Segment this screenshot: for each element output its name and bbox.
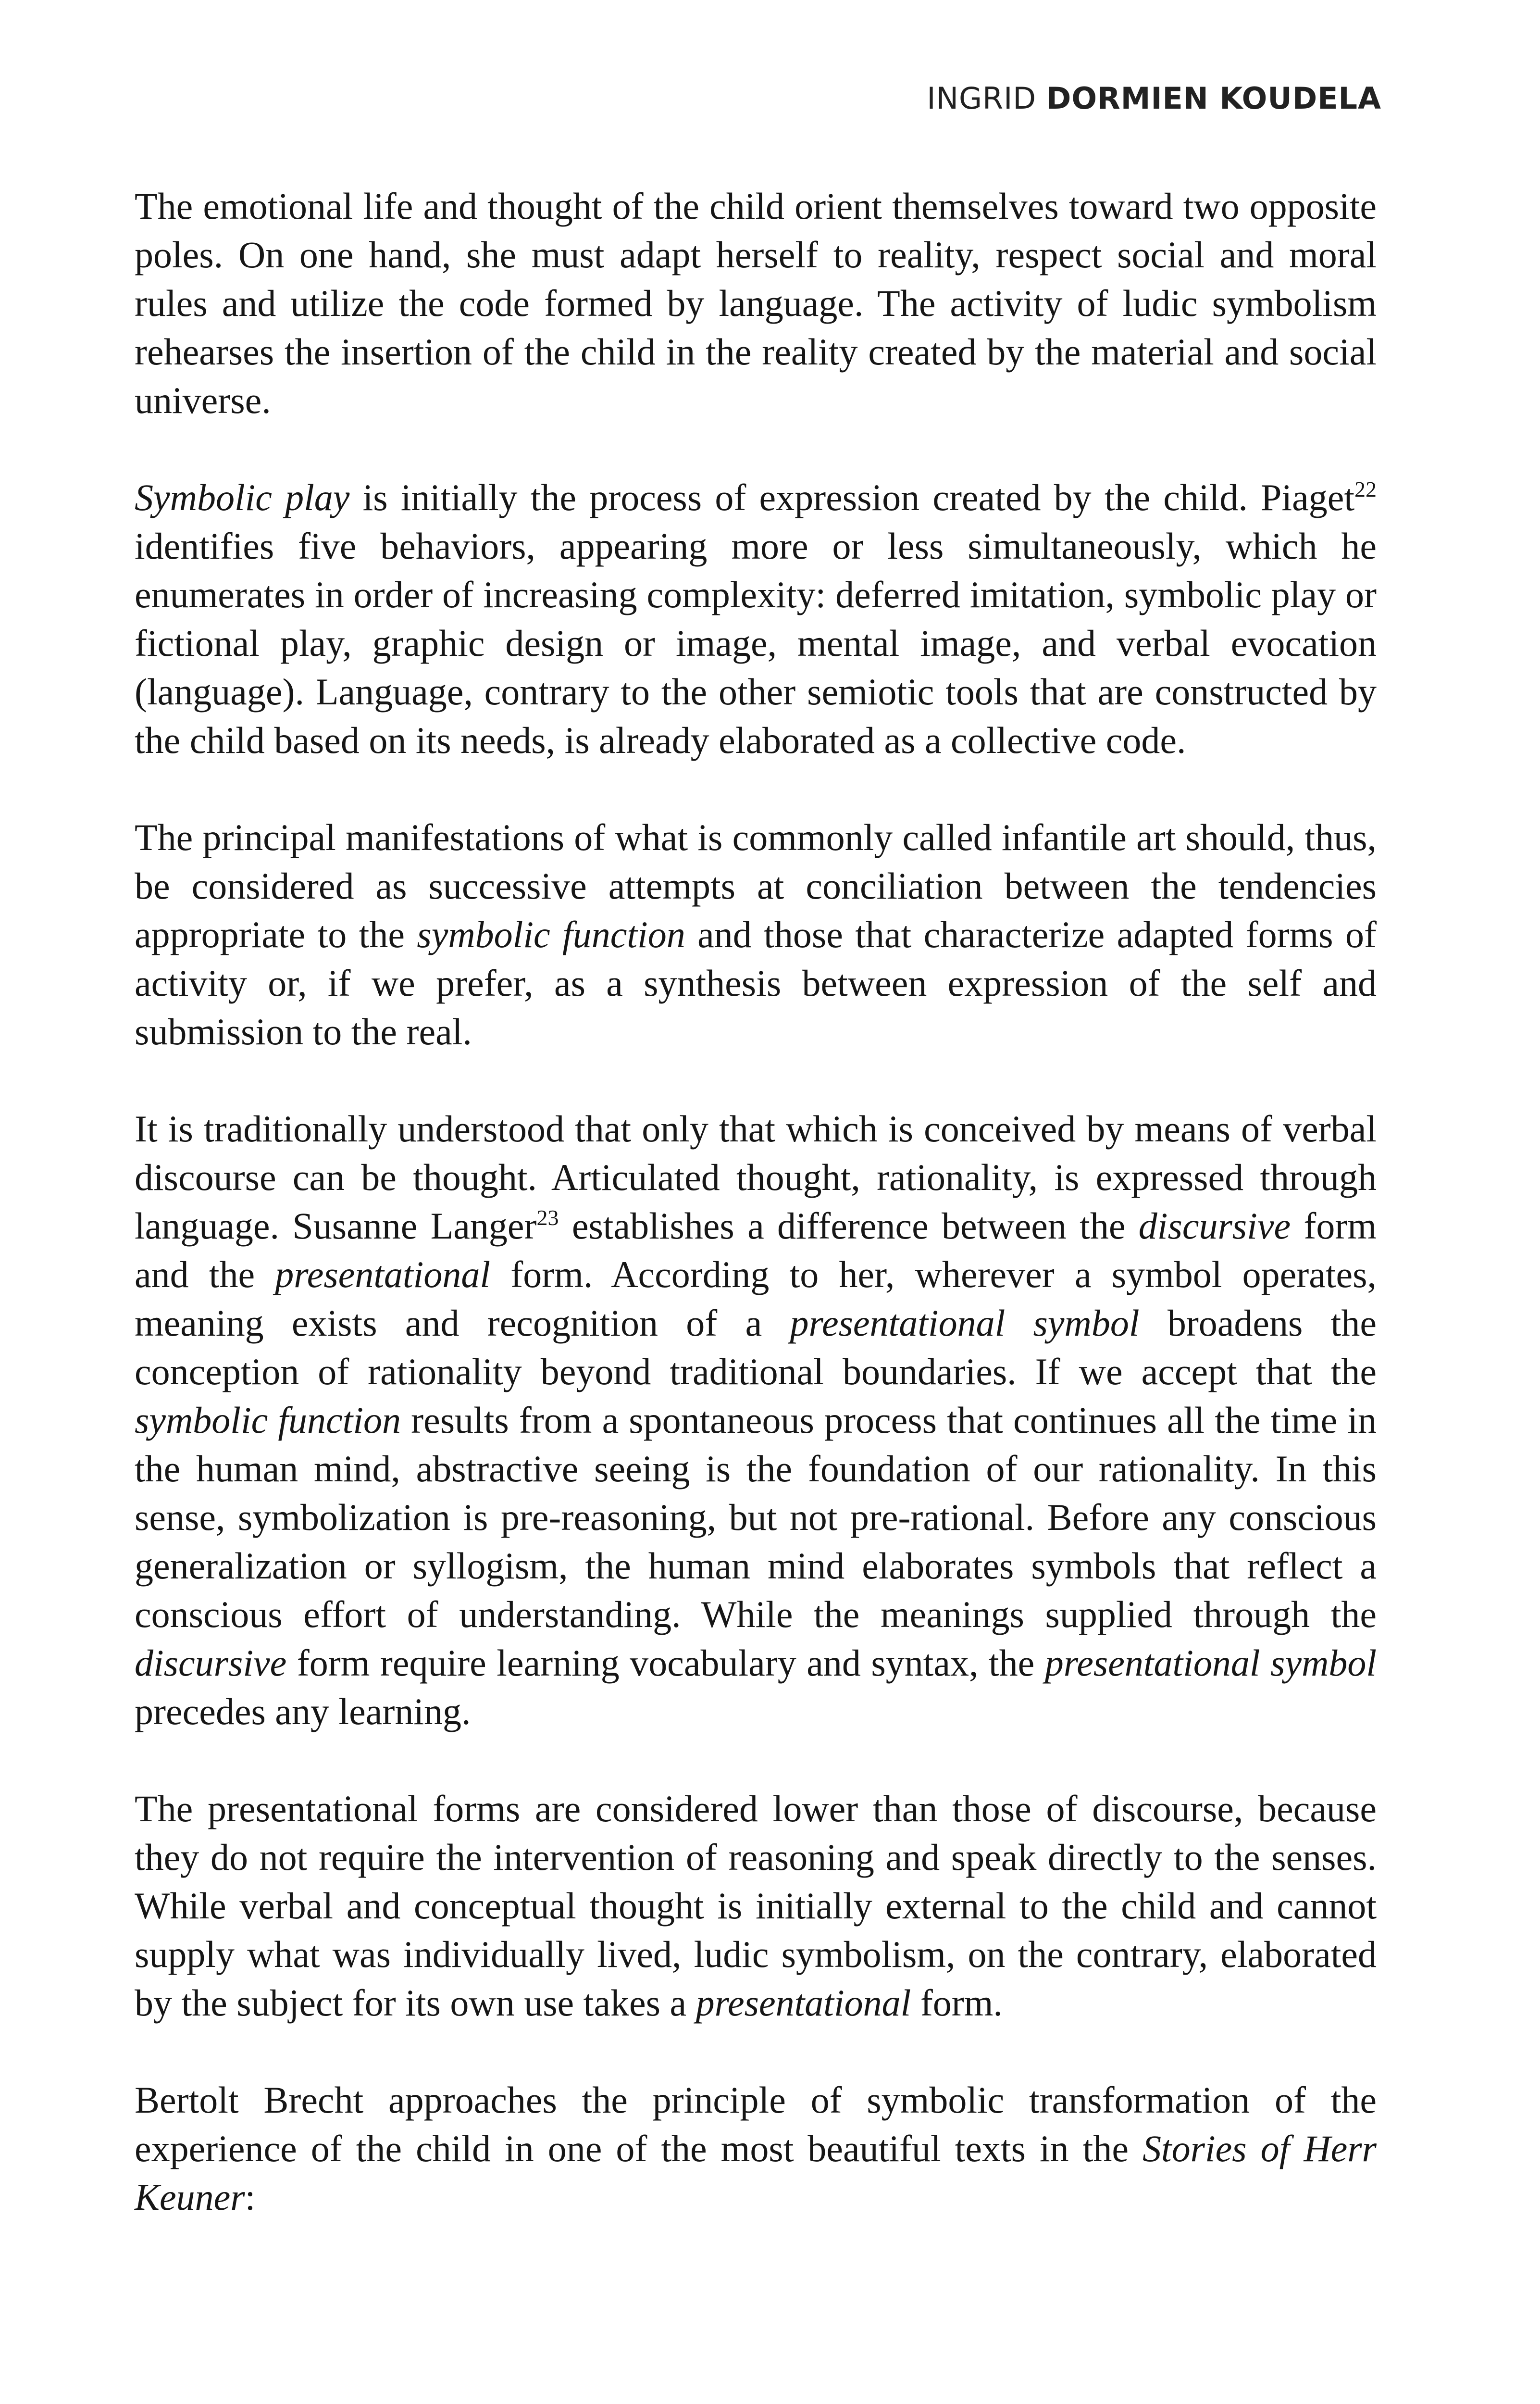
text-run: identifies five behaviors, appearing more or less simultaneously, which he enumerates in order of increasing complexity: deferred imitation, symbolic play or fictional play, graphic design or image, mental image, and verbal evocation (language). Language, contrary to the other semiotic tools that are constructed by the child based on its needs, is already elaborated as a collective code. [135,525,1377,761]
footnote-ref-22[interactable]: 22 [1354,477,1377,501]
paragraph-6 [135,2076,1377,2221]
emphasis: discursive [135,1642,287,1684]
emphasis: presentational [275,1253,491,1295]
text-run: is initially the process of expression created by the child. Piaget [349,476,1355,518]
emphasis: presentational symbol [1044,1642,1377,1684]
emphasis: discursive [1138,1205,1291,1247]
text-run: Bertolt Brecht approaches the principle of symbolic transformation of the experience of the child in one of the most beautiful texts in the [135,2079,1377,2169]
text-run: : [245,2176,256,2218]
body-text [135,182,1377,2221]
text-run: establishes a difference between the [559,1205,1139,1247]
running-head-author: DORMIEN KOUDELA [1046,81,1381,116]
text-run: and those that characterize adapted forms of activity or, if we prefer, as a synthesis between expression of the self and submission to the real. [135,914,1377,1052]
text-run: broadens the conception of rationality beyond traditional boundaries. If we accept that the [135,1302,1377,1392]
text-run: form. [911,1982,1003,2024]
emphasis: presentational symbol [790,1302,1140,1344]
running-head [927,81,1381,116]
text-run: form. According to her, wherever a symbol operates, meaning exists and recognition of a [135,1253,1377,1344]
paragraph-1: The emotional life and thought of the child orient themselves toward two opposite poles. On one hand, she must adapt herself to reality, respect social and moral rules and utilize the code formed by language. The activity of ludic symbolism rehearses the insertion of the child in the reality created by the material and social universe. [135,185,1377,421]
text-run: It is traditionally understood that only that which is conceived by means of verbal discourse can be thought. Articulated thought, rationality, is expressed through language. Susanne Langer [135,1108,1377,1247]
emphasis: symbolic function [417,914,685,955]
paragraph-3 [135,813,1377,1056]
paragraph-4 [135,1104,1377,1736]
text-run: results from a spontaneous process that continues all the time in the human mind, abstractive seeing is the foundation of our rationality. In this sense, symbolization is pre-reasoning, but not pre-rational. Before any conscious generalization or syllogism, the human mind elaborates symbols that reflect a conscious effort of understanding. While the meanings supplied through the [135,1399,1377,1635]
emphasis: Stories of Herr Keuner [135,2128,1377,2218]
text-run: form and the [135,1205,1377,1295]
footnote-ref-23[interactable]: 23 [536,1205,559,1230]
text-run: The presentational forms are considered lower than those of discourse, because they do not require the intervention of reasoning and speak directly to the senses. While verbal and conceptual thought is initially external to the child and cannot supply what was individually lived, ludic symbolism, on the contrary, elaborated by the subject for its own use takes a [135,1788,1377,2024]
emphasis: Symbolic play [135,476,350,518]
running-head-first-name: INGRID [927,81,1037,116]
text-run: precedes any learning. [135,1690,471,1732]
emphasis: presentational [695,1982,911,2024]
text-run: The principal manifestations of what is commonly called infantile art should, thus, be considered as successive attempts at conciliation between the tendencies appropriate to the [135,816,1377,955]
paragraph-5 [135,1784,1377,2027]
emphasis: symbolic function [135,1399,401,1441]
text-run: form require learning vocabulary and syntax, the [286,1642,1045,1684]
paragraph-2 [135,473,1377,764]
